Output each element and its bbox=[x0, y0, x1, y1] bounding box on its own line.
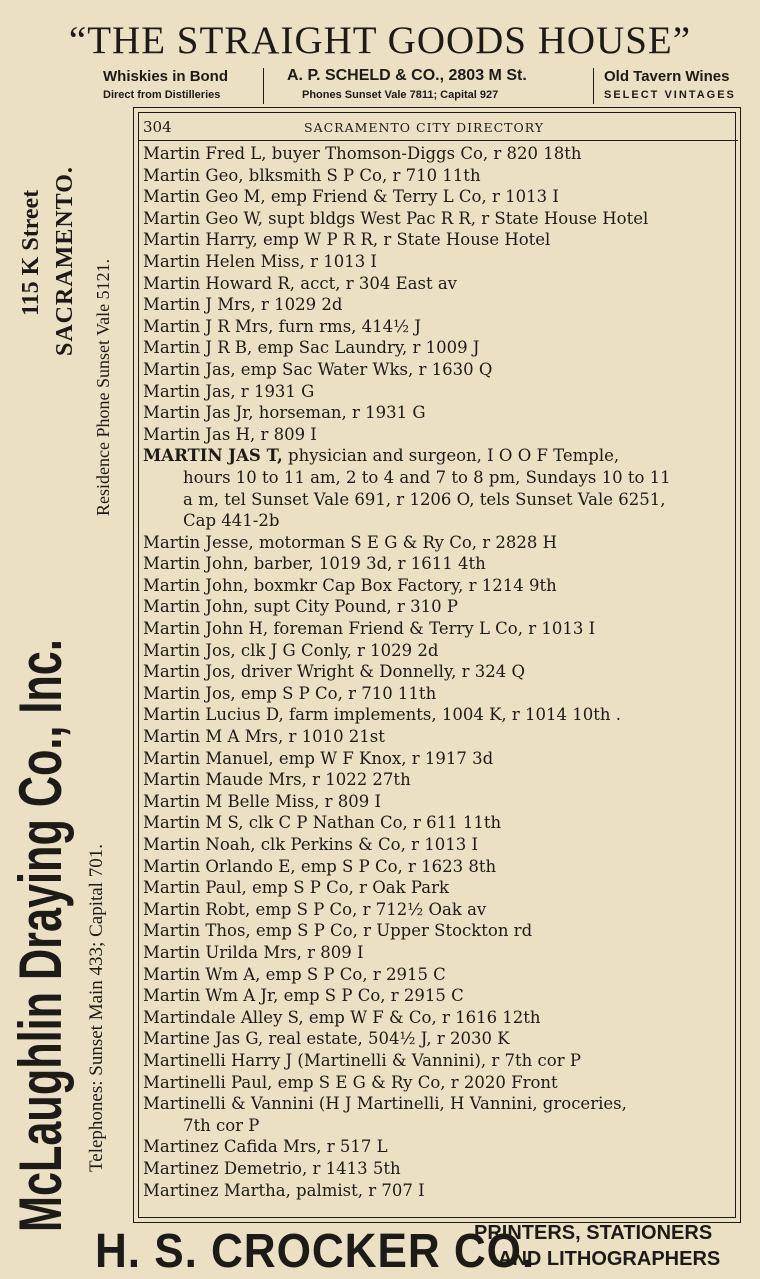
directory-entry bbox=[143, 337, 738, 359]
entry-text: Martin Paul, emp S P Co, r Oak Park bbox=[143, 878, 449, 898]
page-number: 304 bbox=[143, 118, 172, 136]
directory-entry bbox=[143, 381, 738, 403]
directory-entry bbox=[143, 1007, 738, 1029]
header-left-line1: Whiskies in Bond bbox=[103, 68, 229, 85]
entry-text: Martinez Martha, palmist, r 707 I bbox=[143, 1180, 425, 1200]
entry-text: Martin Noah, clk Perkins & Co, r 1013 I bbox=[143, 835, 478, 854]
entry-text: Martin Geo M, emp Friend & Terry L Co, r 1013 I bbox=[143, 187, 559, 207]
directory-entry bbox=[143, 553, 738, 575]
directory-entry bbox=[143, 769, 738, 791]
entry-continuation: a m, tel Sunset Vale 691, r 1206 O, tels Sunset Vale 6251, bbox=[183, 489, 666, 509]
header-center-line1: A. P. SCHELD & CO., 2803 M St. bbox=[287, 67, 527, 84]
entry-text: Martin Helen Miss, r 1013 I bbox=[143, 251, 377, 271]
directory-entry bbox=[143, 640, 738, 662]
entry-name-bold: MARTIN JAS T, bbox=[143, 446, 283, 466]
entry-text: Martin J Mrs, r 1029 2d bbox=[143, 295, 343, 315]
footer-company: H. S. CROCKER CO. bbox=[95, 1225, 536, 1278]
entry-text: Martin Jas H, r 809 I bbox=[143, 424, 317, 444]
entry-text: Martin Wm A, emp S P Co, r 2915 C bbox=[143, 964, 446, 984]
directory-entries bbox=[143, 143, 738, 1201]
directory-entry bbox=[143, 618, 738, 640]
entry-text: Martin M A Mrs, r 1010 21st bbox=[143, 727, 385, 747]
directory-entry bbox=[143, 402, 738, 424]
directory-entry bbox=[143, 920, 738, 942]
entry-text: Martin Geo W, supt bldgs West Pac R R, r State House Hotel bbox=[143, 208, 649, 228]
directory-entry bbox=[143, 596, 738, 618]
entry-text: Martin M S, clk C P Nathan Co, r 611 11th bbox=[143, 813, 502, 833]
directory-entry bbox=[143, 661, 738, 683]
entry-text: Martinelli & Vannini (H J Martinelli, H Vannini, groceries, bbox=[143, 1094, 627, 1114]
directory-entry bbox=[143, 942, 738, 964]
entry-text: Martin Geo, blksmith S P Co, r 710 11th bbox=[143, 165, 481, 185]
entry-text: Martin Jos, emp S P Co, r 710 11th bbox=[143, 683, 437, 703]
directory-entry bbox=[143, 294, 738, 316]
directory-entry bbox=[143, 1050, 738, 1072]
entry-text: Martindale Alley S, emp W F & Co, r 1616 12th bbox=[143, 1007, 541, 1027]
entry-text: Martin Orlando E, emp S P Co, r 1623 8th bbox=[143, 856, 497, 876]
directory-entry bbox=[143, 273, 738, 295]
entry-text: Martin John, barber, 1019 3d, r 1611 4th bbox=[143, 554, 486, 574]
entry-text: Martin Jos, clk J G Conly, r 1029 2d bbox=[143, 640, 439, 660]
directory-entry bbox=[143, 812, 738, 834]
directory-entry bbox=[143, 1136, 738, 1158]
directory-entry bbox=[143, 316, 738, 338]
entry-text: Martin John, boxmkr Cap Box Factory, r 1214 9th bbox=[143, 575, 557, 595]
directory-entry bbox=[143, 899, 738, 921]
directory-entry bbox=[143, 1180, 738, 1202]
directory-entry bbox=[143, 856, 738, 878]
directory-entry bbox=[143, 165, 738, 187]
directory-entry bbox=[143, 359, 738, 381]
entry-text: Martin Maude Mrs, r 1022 27th bbox=[143, 770, 411, 790]
entry-text: Martin Jos, driver Wright & Donnelly, r 324 Q bbox=[143, 662, 525, 682]
directory-entry bbox=[143, 834, 738, 856]
entry-text: Martin Fred L, buyer Thomson-Diggs Co, r 820 18th bbox=[143, 144, 582, 163]
directory-entry bbox=[143, 683, 738, 705]
entry-text: Martin Urilda Mrs, r 809 I bbox=[143, 942, 364, 962]
entry-text: Martinez Demetrio, r 1413 5th bbox=[143, 1158, 401, 1178]
entry-continuation: 7th cor P bbox=[183, 1115, 260, 1135]
directory-entry bbox=[143, 985, 738, 1007]
entry-text: Martin Jesse, motorman S E G & Ry Co, r 2828 H bbox=[143, 532, 558, 552]
directory-entry bbox=[143, 877, 738, 899]
entry-text: Martin M Belle Miss, r 809 I bbox=[143, 791, 381, 811]
entry-text: Martin John, supt City Pound, r 310 P bbox=[143, 597, 458, 617]
directory-entry bbox=[143, 208, 738, 230]
directory-entry bbox=[143, 791, 738, 813]
directory-entry bbox=[143, 748, 738, 770]
footer-right-line1: PRINTERS, STATIONERS bbox=[474, 1222, 713, 1244]
entry-text: Martinelli Harry J (Martinelli & Vannini), r 7th cor P bbox=[143, 1050, 581, 1070]
directory-entry bbox=[143, 1072, 738, 1094]
directory-entry bbox=[143, 1028, 738, 1050]
directory-entry bbox=[143, 532, 738, 554]
entry-text: Martine Jas G, real estate, 504½ J, r 2030 K bbox=[143, 1029, 510, 1049]
entry-text: Martin J R B, emp Sac Laundry, r 1009 J bbox=[143, 338, 480, 358]
side-residence-phone: Residence Phone Sunset Vale 5121. bbox=[93, 258, 113, 516]
entry-text: Martin J R Mrs, furn rms, 414½ J bbox=[143, 316, 421, 336]
side-phones: Telephones: Sunset Main 433; Capital 701. bbox=[86, 844, 107, 1172]
entry-text: physician and surgeon, I O O F Temple, bbox=[282, 446, 620, 466]
entry-text: Martin Wm A Jr, emp S P Co, r 2915 C bbox=[143, 986, 464, 1006]
directory-entry bbox=[143, 964, 738, 986]
directory-entry bbox=[143, 1093, 738, 1136]
header-right-line2: SELECT VINTAGES bbox=[604, 89, 736, 101]
side-street: 115 K Street bbox=[18, 189, 44, 316]
directory-entry bbox=[143, 143, 738, 165]
entry-text: Martin Howard R, acct, r 304 East av bbox=[143, 273, 457, 293]
footer-right-line2: AND LITHOGRAPHERS bbox=[498, 1248, 721, 1270]
directory-entry bbox=[143, 575, 738, 597]
directory-entry bbox=[143, 186, 738, 208]
directory-entry bbox=[143, 251, 738, 273]
header-rule bbox=[138, 140, 738, 141]
entry-text: Martin Lucius D, farm implements, 1004 K, r 1014 10th . bbox=[143, 705, 622, 725]
directory-entry bbox=[143, 1158, 738, 1180]
entry-text: Martin Jas, emp Sac Water Wks, r 1630 Q bbox=[143, 359, 493, 379]
header-right-line1: Old Tavern Wines bbox=[604, 68, 730, 85]
directory-entry bbox=[143, 445, 738, 531]
side-company-name: McLaughlin Draying Co., Inc. bbox=[7, 639, 74, 1232]
directory-entry bbox=[143, 726, 738, 748]
entry-text: Martin John H, foreman Friend & Terry L Co, r 1013 I bbox=[143, 619, 596, 639]
directory-entry bbox=[143, 704, 738, 726]
entry-text: Martin Jas Jr, horseman, r 1931 G bbox=[143, 403, 426, 423]
directory-entry bbox=[143, 229, 738, 251]
header-left-line2: Direct from Distilleries bbox=[103, 89, 221, 101]
entry-text: Martin Jas, r 1931 G bbox=[143, 381, 315, 401]
entry-text: Martin Thos, emp S P Co, r Upper Stockton rd bbox=[143, 921, 533, 941]
header-title: “THE STRAIGHT GOODS HOUSE” bbox=[68, 19, 692, 62]
directory-entry bbox=[143, 424, 738, 446]
header-center-line2: Phones Sunset Vale 7811; Capital 927 bbox=[302, 89, 499, 101]
entry-text: Martin Harry, emp W P R R, r State House Hotel bbox=[143, 230, 551, 250]
entry-text: Martin Robt, emp S P Co, r 712½ Oak av bbox=[143, 899, 487, 919]
entry-text: Martinez Cafida Mrs, r 517 L bbox=[143, 1137, 388, 1157]
running-head: SACRAMENTO CITY DIRECTORY bbox=[304, 120, 545, 135]
entry-text: Martinelli Paul, emp S E G & Ry Co, r 2020 Front bbox=[143, 1072, 558, 1092]
entry-continuation: Cap 441-2b bbox=[183, 511, 280, 531]
side-city: SACRAMENTO. bbox=[52, 166, 78, 356]
entry-continuation: hours 10 to 11 am, 2 to 4 and 7 to 8 pm, Sundays 10 to 11 bbox=[183, 467, 671, 487]
entry-text: Martin Manuel, emp W F Knox, r 1917 3d bbox=[143, 748, 494, 768]
